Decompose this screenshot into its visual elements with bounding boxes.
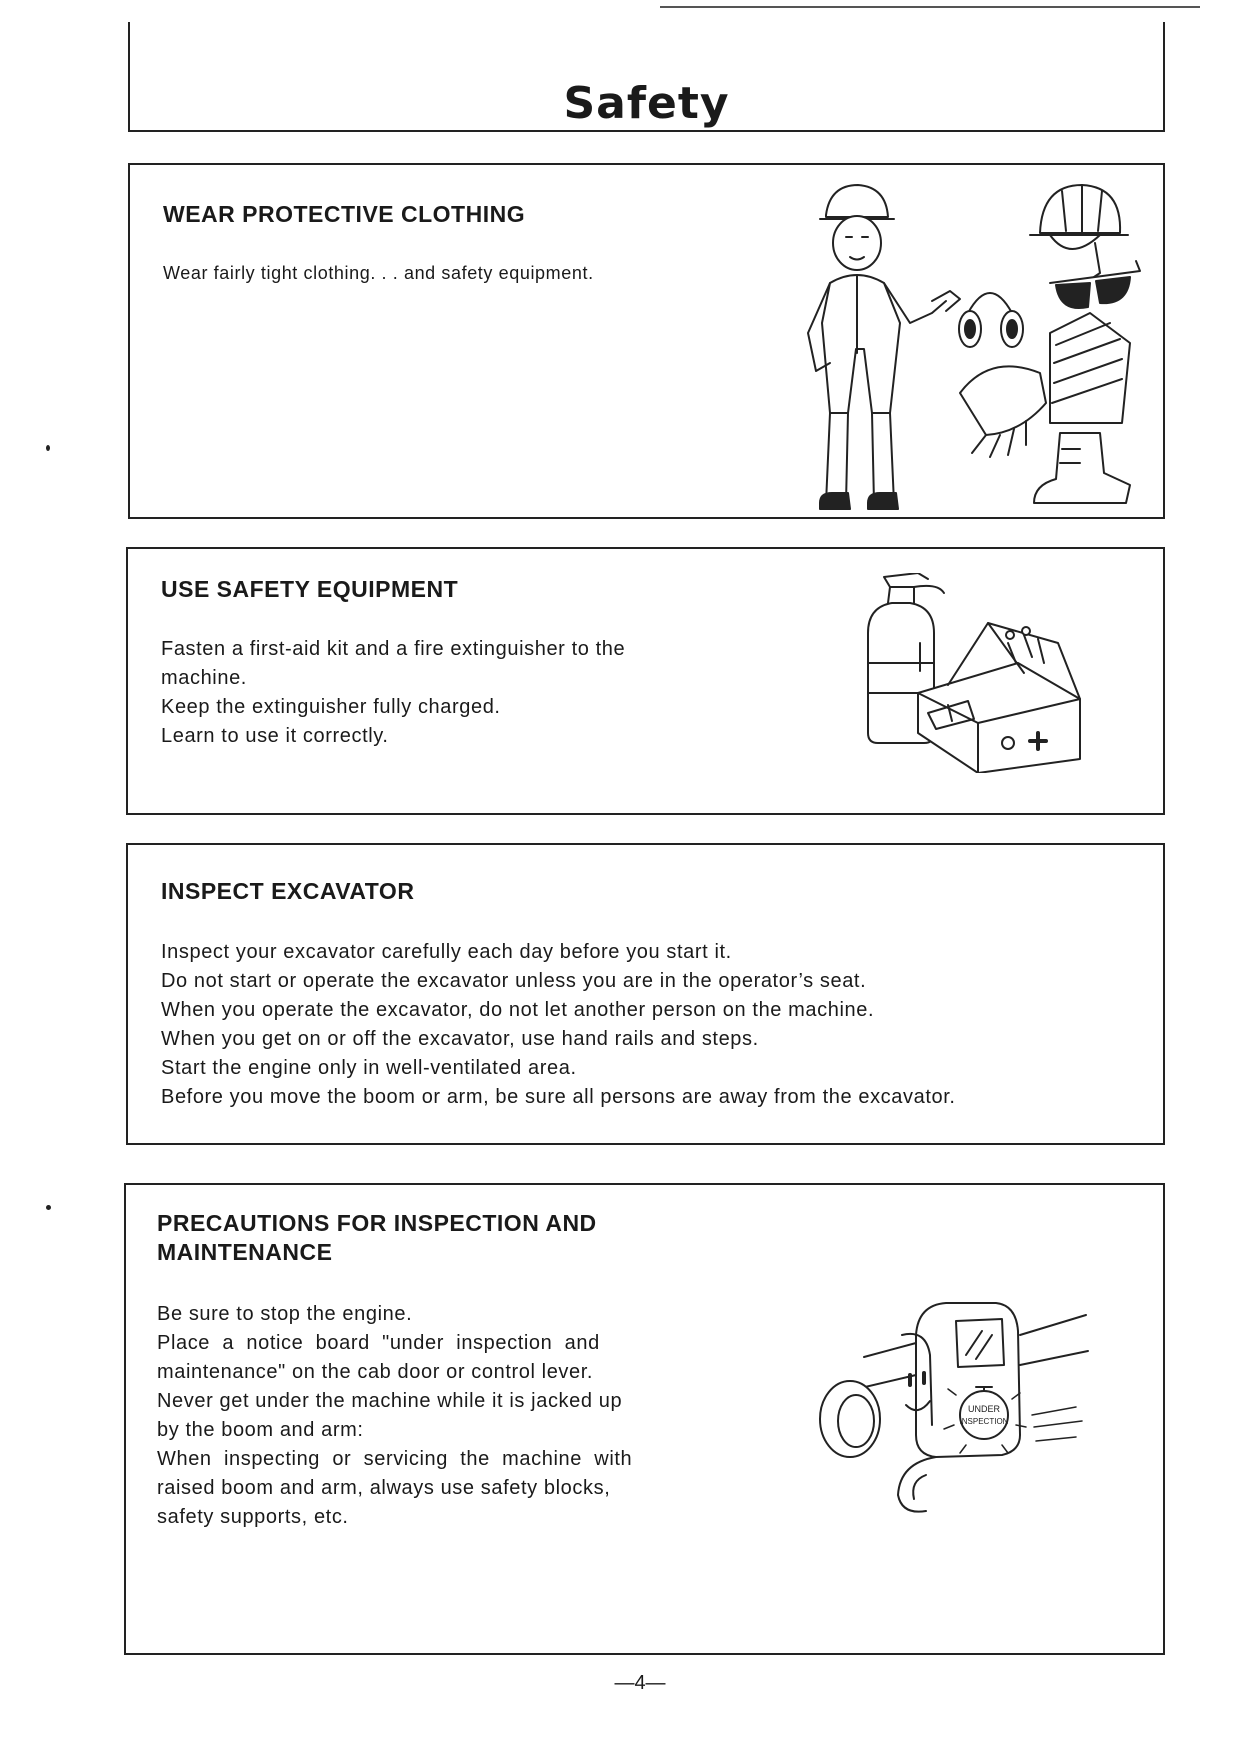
body-line: When you get on or off the excavator, use hand rails and steps.	[161, 1028, 759, 1050]
section-inspect-excavator	[126, 843, 1165, 1145]
notice-text-under: UNDER	[967, 1404, 1001, 1414]
section-body	[163, 259, 594, 288]
extinguisher-and-first-aid-kit-illustration	[848, 573, 1098, 773]
margin-mark	[46, 1205, 51, 1210]
body-line: Place a notice board "under inspection and	[157, 1332, 600, 1354]
section-precautions-inspection-maintenance	[124, 1183, 1165, 1655]
notice-text-inspection: INSPECTION	[959, 1417, 1009, 1426]
body-line: Wear fairly tight clothing. . . and safety equipment.	[163, 263, 594, 283]
section-heading: WEAR PROTECTIVE CLOTHING	[163, 201, 526, 227]
margin-mark	[46, 445, 50, 451]
worker-with-protective-gear-illustration	[750, 173, 1160, 513]
section-heading: INSPECT EXCAVATOR	[161, 878, 415, 904]
body-line: raised boom and arm, always use safety blocks,	[157, 1477, 611, 1499]
body-line: Keep the extinguisher fully charged.	[161, 696, 501, 718]
body-line: Never get under the machine while it is jacked up	[157, 1390, 623, 1412]
section-body	[157, 1300, 632, 1532]
section-heading: USE SAFETY EQUIPMENT	[161, 576, 459, 602]
body-line: When inspecting or servicing the machine with	[157, 1448, 633, 1470]
body-line: safety supports, etc.	[157, 1506, 349, 1528]
excavator-with-notice-board-illustration	[806, 1295, 1106, 1515]
body-line: Start the engine only in well-ventilated area.	[161, 1057, 577, 1079]
section-use-safety-equipment	[126, 547, 1165, 815]
body-line: by the boom and arm:	[157, 1419, 364, 1441]
section-heading: PRECAUTIONS FOR INSPECTION AND MAINTENANCE	[157, 1210, 597, 1265]
body-line: Inspect your excavator carefully each day before you start it.	[161, 941, 732, 963]
body-line: machine.	[161, 667, 247, 689]
body-line: Before you move the boom or arm, be sure all persons are away from the excavator.	[161, 1086, 956, 1108]
section-body	[161, 938, 956, 1112]
page-number: —4—	[614, 1672, 666, 1694]
body-line: Do not start or operate the excavator unless you are in the operator’s seat.	[161, 970, 867, 992]
body-line: Fasten a first-aid kit and a fire extinguisher to the	[161, 638, 626, 660]
title-box	[128, 22, 1165, 132]
section-wear-protective-clothing	[128, 163, 1165, 519]
body-line: maintenance" on the cab door or control lever.	[157, 1361, 594, 1383]
body-line: When you operate the excavator, do not let another person on the machine.	[161, 999, 875, 1021]
top-rule	[660, 6, 1200, 8]
page-title: Safety	[563, 78, 730, 129]
body-line: Be sure to stop the engine.	[157, 1303, 413, 1325]
body-line: Learn to use it correctly.	[161, 725, 389, 747]
section-body	[161, 635, 625, 751]
